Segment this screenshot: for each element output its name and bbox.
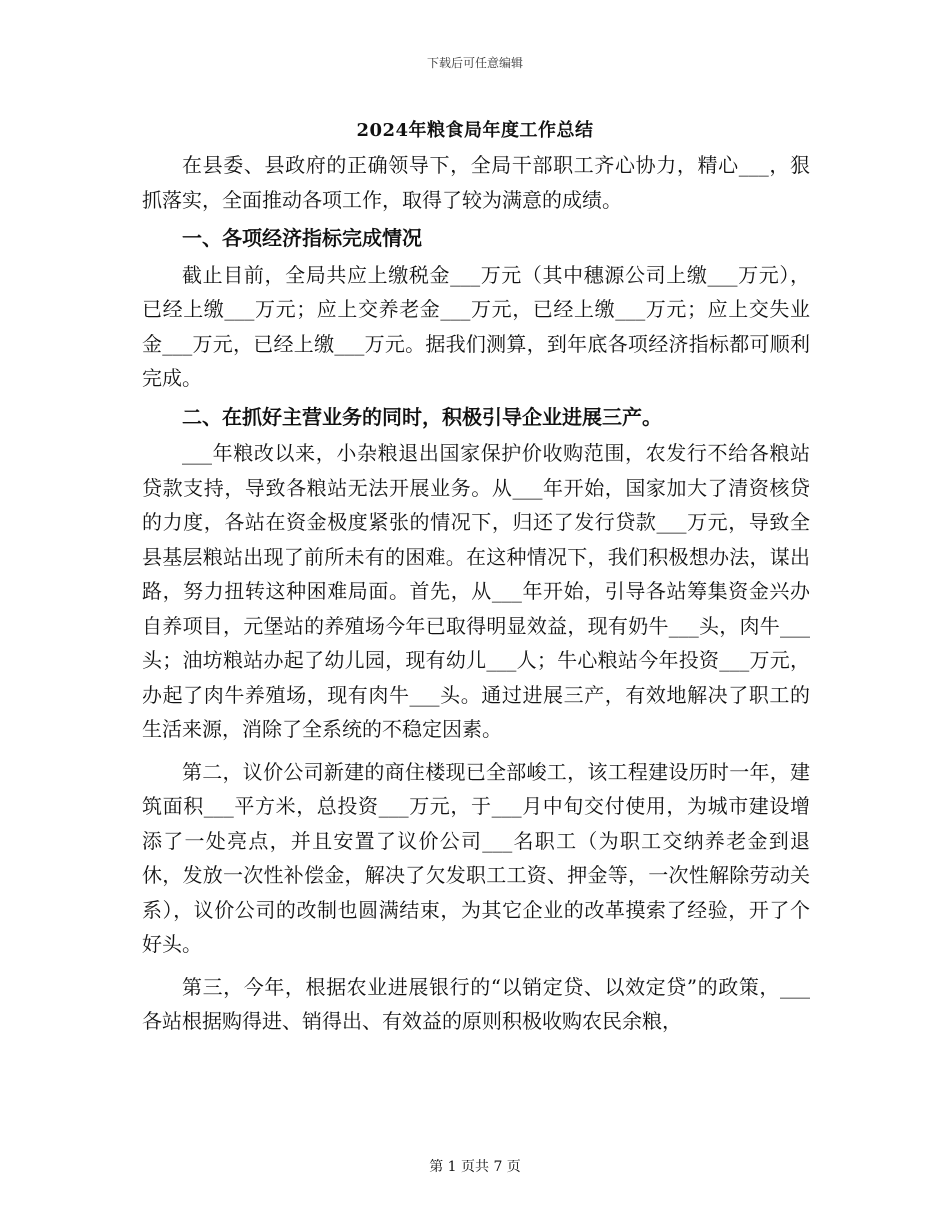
intro-paragraph: 在县委、县政府的正确领导下，全局干部职工齐心协力，精心___，狠抓落实，全面推动各项工作，取得了较为满意的成绩。 — [142, 153, 810, 212]
section-1-paragraph: 截止目前，全局共应上缴税金___万元（其中穗源公司上缴___万元），已经上缴___万元；应上交养老金___万元，已经上缴___万元；应上交失业金___万元，已经上缴___万元。据我们测算，到年底各项经济指标都可顺利完成。 — [142, 262, 810, 390]
section-heading-2: 二、在抓好主营业务的同时，积极引导企业进展三产。 — [182, 404, 662, 429]
section-2-paragraph-3: 第三，今年，根据农业进展银行的“以销定贷、以效定贷”的政策，___各站根据购得进、销得出、有效益的原则积极收购农民余粮， — [142, 974, 810, 1033]
section-heading-1: 一、各项经济指标完成情况 — [182, 226, 422, 250]
section-2-paragraph-1: ___年粮改以来，小杂粮退出国家保护价收购范围，农发行不给各粮站贷款支持，导致各粮站无法开展业务。从___年开始，国家加大了清资核贷的力度，各站在资金极度紧张的情况下，归还了发行贷款___万元，导致全县基层粮站出现了前所未有的困难。在这种情况下，我们积极想办法，谋出路，努力扭转这种困难局面。首先，从___年开始，引导各站筹集资金兴办自养项目，元堡站的养殖场今年已取得明显效益，现有奶牛___头，肉牛___头；油坊粮站办起了幼儿园，现有幼儿___人；牛心粮站今年投资___万元，办起了肉牛养殖场，现有肉牛___头。通过进展三产，有效地解决了职工的生活来源，消除了全系统的不稳定因素。 — [142, 441, 810, 741]
page-footer: 第 1 页共 7 页 — [429, 1159, 521, 1175]
document-body — [142, 148, 810, 1039]
header-note: 下载后可任意编辑 — [426, 56, 523, 70]
section-2-paragraph-2: 第二，议价公司新建的商住楼现已全部峻工，该工程建设历时一年，建筑面积___平方米，总投资___万元，于___月中旬交付使用，为城市建设增添了一处亮点，并且安置了议价公司___名职工（为职工交纳养老金到退休，发放一次性补偿金，解决了欠发职工工资、押金等，一次性解除劳动关系），议价公司的改制也圆满结束，为其它企业的改革摸索了经验，开了个好头。 — [142, 759, 810, 956]
document-title: 2024年粮食局年度工作总结 — [356, 120, 594, 141]
